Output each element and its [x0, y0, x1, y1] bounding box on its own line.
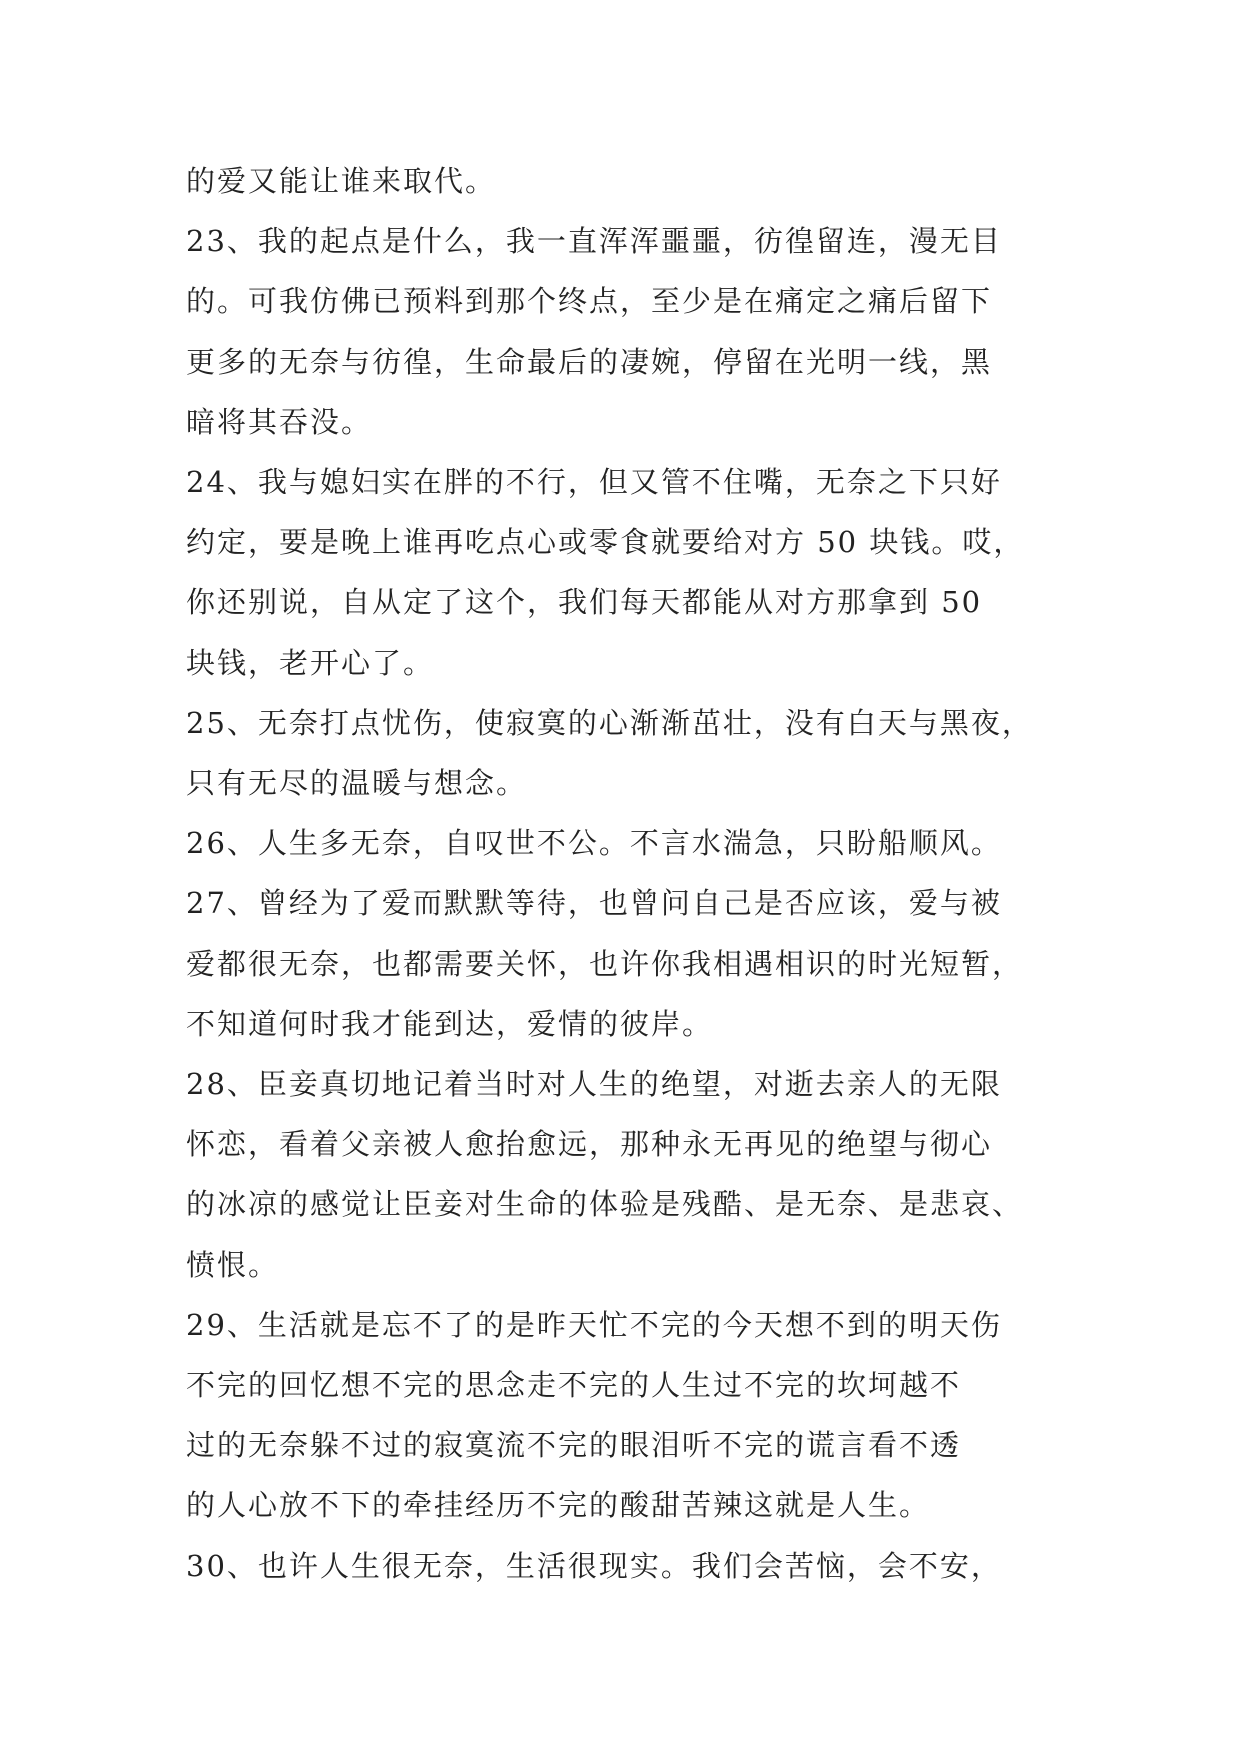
text-line: 只有无尽的温暖与想念。 — [186, 766, 528, 801]
text-line: 爱都很无奈，也都需要关怀，也许你我相遇相识的时光短暂， — [186, 946, 1024, 981]
text-line: 过的无奈躲不过的寂寞流不完的眼泪听不完的谎言看不透 — [186, 1428, 962, 1463]
text-line: 愤恨。 — [186, 1247, 280, 1282]
text-line: 24、我与媳妇实在胖的不行，但又管不住嘴，无奈之下只好 — [186, 465, 1002, 500]
text-line: 25、无奈打点忧伤，使寂寞的心渐渐茁壮，没有白天与黑夜， — [186, 705, 1033, 740]
text-line: 块钱，老开心了。 — [186, 645, 435, 680]
text-line: 23、我的起点是什么，我一直浑浑噩噩，彷徨留连，漫无目 — [186, 224, 1002, 259]
text-line: 的。可我仿佛已预料到那个终点，至少是在痛定之痛后留下 — [186, 284, 993, 319]
text-line: 的人心放不下的牵挂经历不完的酸甜苦辣这就是人生。 — [186, 1488, 931, 1523]
text-line: 约定，要是晚上谁再吃点心或零食就要给对方 50 块钱。哎， — [186, 525, 1025, 560]
document-body — [186, 151, 1056, 1596]
text-line: 暗将其吞没。 — [186, 404, 373, 439]
text-line: 的冰凉的感觉让臣妾对生命的体验是残酷、是无奈、是悲哀、 — [186, 1187, 1024, 1222]
text-line: 28、臣妾真切地记着当时对人生的绝望，对逝去亲人的无限 — [186, 1067, 1002, 1102]
text-line: 26、人生多无奈，自叹世不公。不言水湍急，只盼船顺风。 — [186, 826, 1002, 861]
text-line: 不完的回忆想不完的思念走不完的人生过不完的坎坷越不 — [186, 1368, 962, 1403]
text-line: 怀恋，看着父亲被人愈抬愈远，那种永无再见的绝望与彻心 — [186, 1127, 993, 1162]
text-line: 你还别说，自从定了这个，我们每天都能从对方那拿到 50 — [186, 585, 983, 620]
text-line: 不知道何时我才能到达，爱情的彼岸。 — [186, 1006, 714, 1041]
text-line: 29、生活就是忘不了的是昨天忙不完的今天想不到的明天伤 — [186, 1307, 1002, 1342]
text-line: 30、也许人生很无奈，生活很现实。我们会苦恼，会不安， — [186, 1548, 1002, 1583]
text-line: 更多的无奈与彷徨，生命最后的凄婉，停留在光明一线，黑 — [186, 344, 993, 379]
text-line: 的爱又能让谁来取代。 — [186, 164, 497, 198]
text-line: 27、曾经为了爱而默默等待，也曾问自己是否应该，爱与被 — [186, 886, 1002, 921]
